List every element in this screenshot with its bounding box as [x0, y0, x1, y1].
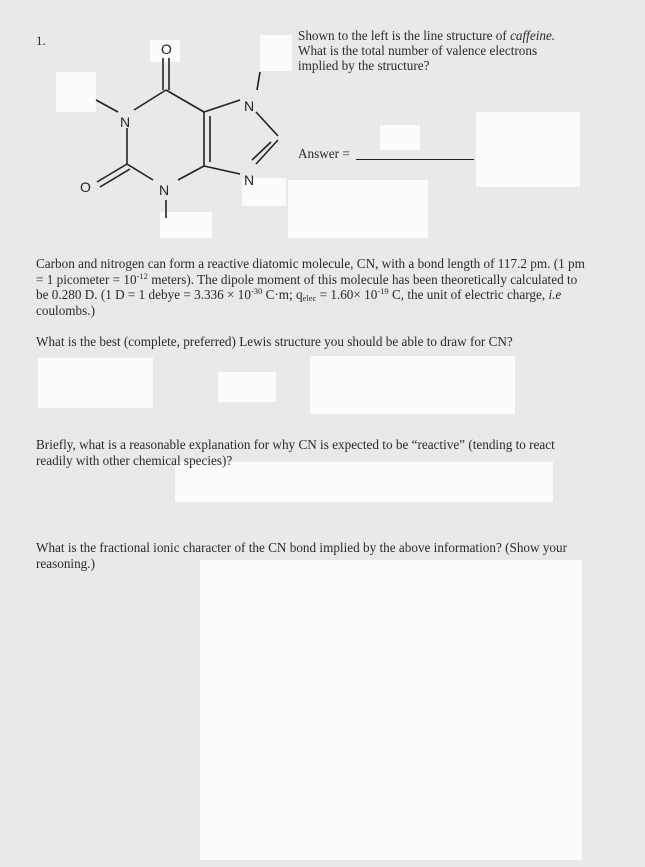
lewis-structure-question: What is the best (complete, preferred) Lewis structure you should be able to draw for CN? [36, 334, 513, 349]
blank-area [200, 560, 582, 860]
atom-label: O [161, 41, 172, 57]
blank-area [476, 112, 580, 187]
atom-label: O [80, 179, 91, 195]
answer-prompt: Answer = [298, 146, 474, 162]
caffeine-question: Shown to the left is the line structure of caffeine. What is the total number of valence electrons implied by the structure? [298, 28, 556, 73]
blank-area [288, 180, 428, 238]
caffeine-structure-diagram [60, 28, 290, 218]
blank-area [218, 372, 276, 402]
atom-label: N [244, 172, 255, 188]
reactive-question: Briefly, what is a reasonable explanation for why CN is expected to be “reactive” (tending to react readily with other chemical species)? [36, 437, 555, 468]
cn-intro-paragraph: Carbon and nitrogen can form a reactive diatomic molecule, CN, with a bond length of 117.2 pm. (1 pm = 1 picometer = $10^{-12}$ meters). The dipole moment of this molecule has been theoretically calculated to be 0.280 D. (1 D = 1 debye = $3.336 \times 10^{-30}$ C·m; $q_{elec} = 1.60\times 10^{-19}$ C, the unit of electric charge, i.e coulombs.) [36, 256, 585, 318]
atom-label: N [120, 114, 131, 130]
blank-area [175, 462, 553, 502]
bond-lines [96, 58, 278, 218]
blank-area [38, 358, 153, 408]
answer-blank[interactable] [356, 159, 474, 160]
atom-label: N [159, 182, 170, 198]
blank-area [310, 356, 515, 414]
ionic-character-question: What is the fractional ionic character of the CN bond implied by the above information? (Show your reasoning.) [36, 540, 568, 571]
question-number: 1. [36, 33, 46, 48]
atom-label: N [244, 98, 255, 114]
